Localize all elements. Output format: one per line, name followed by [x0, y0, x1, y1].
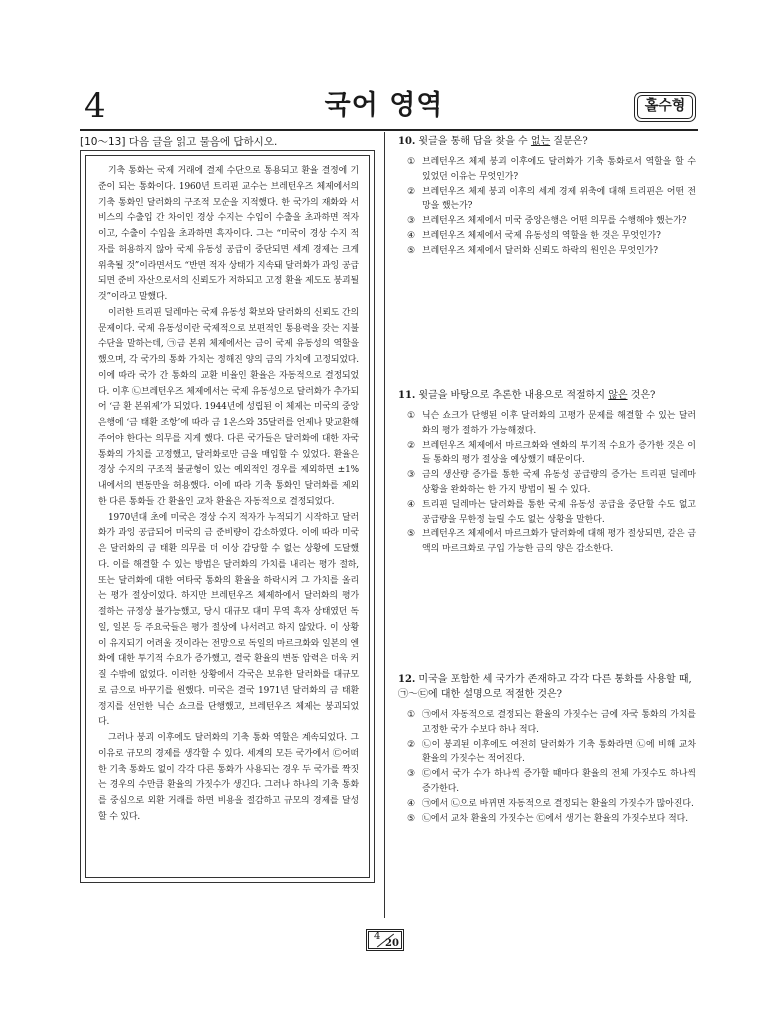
- option-text: 브레턴우즈 체제에서 마르크화와 엔화의 투기적 수요가 증가한 것은 이들 통화의 평가 절상을 예상했기 때문이다.: [422, 440, 696, 466]
- passage-box: [80, 150, 375, 883]
- question-number: 10.: [398, 136, 416, 147]
- option-text: 브레턴우즈 체제 붕괴 이후의 세계 경제 위축에 대해 트리핀은 어떤 전망을 했는가?: [422, 186, 696, 212]
- option-text: ㉠에서 ㉡으로 바뀌면 자동적으로 결정되는 환율의 가짓수가 많아진다.: [422, 798, 694, 809]
- option-5[interactable]: [398, 527, 696, 557]
- question-11: [398, 388, 696, 557]
- option-1[interactable]: [398, 708, 696, 738]
- option-mark: ③: [407, 470, 415, 481]
- option-text: 브레턴우즈 체제에서 국제 유동성의 역할을 한 것은 무엇인가?: [422, 230, 661, 241]
- option-text: 브레턴우즈 체제에서 마르크화가 달러화에 대해 평가 절상되면, 같은 금액의 마르크화로 구입 가능한 금의 양은 감소한다.: [422, 529, 697, 555]
- option-3[interactable]: [398, 468, 696, 498]
- option-mark: ①: [407, 710, 415, 720]
- stem-text: 윗글을 바탕으로 추론한 내용으로 적절하지: [418, 390, 609, 401]
- stem-text: 미국을 포함한 세 국가가 존재하고 각각 다른 통화를 사용할 때, ㉠～㉢에 대한 설명으로 적절한 것은?: [398, 674, 692, 700]
- question-number: 12.: [398, 674, 416, 685]
- option-mark: ③: [407, 769, 415, 780]
- option-mark: ④: [407, 499, 415, 510]
- option-5[interactable]: [398, 244, 696, 259]
- exam-type-badge: 홀수형: [634, 92, 696, 122]
- option-mark: ⑤: [407, 813, 415, 824]
- passage-paragraph-2: 이러한 트리핀 딜레마는 국제 유동성 확보와 달러화의 신뢰도 간의 문제이다. 국제 유동성이란 국제적으로 보편적인 통용력을 갖는 지불 수단을 말하는데, ㉠금 본위 체제에서는 금이 국제 유동성의 역할을 했으며, 각 국가의 통화 가치는 정해진 양의 금의 가치에 고정되었다. 이에 따라 국가 간 통화의 교환 비율인 환율은 자동적으로 결정되었다. 이후 ㉡브레턴우즈 체제에서는 국제 유동성으로 달러화가 추가되어 ‘금 환 본위제’가 되었다. 1944년에 성립된 이 체제는 미국의 중앙은행에 ‘금 태환 조항’에 따라 금 1온스와 35달러를 언제나 맞교환해 주어야 한다는 의무를 지게 했다. 다른 국가들은 달러화에 대한 자국 통화의 가치를 고정했고, 달러화로만 금을 매입할 수 있었다. 환율은 경상 수지의 구조적 불균형이 있는 예외적인 경우를 제외하면 ±1% 내에서의 변동만을 허용했다. 이에 따라 기축 통화인 달러화를 제외한 다른 통화들 간 환율인 교차 환율은 자동적으로 결정되었다.: [98, 307, 359, 507]
- option-2[interactable]: [398, 439, 696, 469]
- option-mark: ②: [407, 739, 415, 750]
- option-text: ㉢에서 국가 수가 하나씩 증가할 때마다 환율의 전체 가짓수도 하나씩 증가한다.: [422, 769, 696, 794]
- question-12: [398, 672, 696, 826]
- option-2[interactable]: [398, 185, 696, 215]
- passage-body: [85, 155, 370, 878]
- option-mark: ①: [407, 157, 415, 167]
- option-text: ㉠에서 자동적으로 결정되는 환율의 가짓수는 금에 자국 통화의 가치를 고정한 국가 수보다 하나 적다.: [422, 710, 696, 735]
- option-mark: ③: [407, 216, 415, 227]
- option-mark: ⑤: [407, 245, 415, 256]
- option-text: 브레턴우즈 체제 붕괴 이후에도 달러화가 기축 통화로서 역할을 할 수 있었던 이유는 무엇인가?: [422, 157, 696, 182]
- option-mark: ②: [407, 440, 415, 451]
- option-4[interactable]: [398, 498, 696, 528]
- option-1[interactable]: [398, 409, 696, 439]
- page-number: 4: [84, 86, 106, 126]
- passage-paragraph-1: 기축 통화는 국제 거래에 결제 수단으로 통용되고 환율 결정에 기준이 되는 통화이다. 1960년 트리핀 교수는 브레턴우즈 체제에서의 기축 통화인 달러화의 구조적 모순을 지적했다. 한 국가의 재화와 서비스의 수출입 간 차이인 경상 수지는 수입이 수출을 초과하면 적자이고, 수출이 수입을 초과하면 흑자이다. 그는 “미국이 경상 수지 적자를 허용하지 않아 국제 유동성 공급이 중단되면 세계 경제는 크게 위축될 것”이라면서도 “반면 적자 상태가 지속돼 달러화가 과잉 공급되면 준비 자산으로서의 신뢰도가 저하되고 고정 환율 제도도 붕괴될 것”이라고 말했다.: [98, 166, 359, 302]
- option-mark: ④: [407, 798, 415, 809]
- option-4[interactable]: [398, 797, 696, 812]
- column-divider: [384, 132, 385, 918]
- total-pages-number: 20: [385, 938, 399, 949]
- option-text: 닉슨 쇼크가 단행된 이후 달러화의 고평가 문제를 해결할 수 있는 달러화의 평가 절하가 가능해졌다.: [422, 411, 696, 436]
- stem-text-end: 것은?: [627, 390, 656, 401]
- instruction-text: [10～13] 다음 글을 읽고 물음에 답하시오.: [80, 136, 278, 148]
- stem-text: 윗글을 통해 답을 찾을 수: [418, 136, 531, 147]
- option-1[interactable]: [398, 155, 696, 185]
- stem-emphasis: 없는: [530, 136, 551, 147]
- passage-paragraph-3: 1970년대 초에 미국은 경상 수지 적자가 누적되기 시작하고 달러화가 과잉 공급되어 미국의 금 준비량이 감소하였다. 이에 따라 미국은 달러화의 금 태환 의무를 더 이상 감당할 수 없는 상황에 도달했다. 이를 해결할 수 있는 방법은 달러화의 가치를 내리는 평가 절하, 또는 달러화에 대한 여타국 통화의 환율을 하락시켜 그 가치를 올리는 평가 절상이었다. 하지만 브레턴우즈 체제하에서 달러화의 평가 절하는 규정상 불가능했고, 당시 대규모 대미 무역 흑자 상태였던 독일, 일본 등 주요국들은 평가 절상에 나서려고 하지 않았다. 이 상황이 유지되기 어려울 것이라는 전망으로 독일의 마르크화와 일본의 엔화에 대한 투기적 수요가 증가했고, 결국 환율의 변동 압력은 더욱 커질 수밖에 없었다. 이러한 상황에서 각국은 보유한 달러화를 대규모로 금으로 바꾸기를 원했다. 미국은 결국 1971년 달러화의 금 태환 정지를 선언한 닉슨 쇼크를 단행했고, 브레턴우즈 체제는 붕괴되었다.: [98, 512, 359, 728]
- option-4[interactable]: [398, 229, 696, 244]
- page-indicator: [366, 929, 404, 951]
- option-mark: ⑤: [407, 529, 415, 540]
- option-3[interactable]: [398, 767, 696, 797]
- option-text: 금의 생산량 증가를 통한 국제 유동성 공급량의 증가는 트리핀 딜레마 상황을 완화하는 한 가지 방법이 될 수 있다.: [422, 470, 696, 495]
- question-stem: [398, 388, 696, 403]
- option-mark: ④: [407, 230, 415, 241]
- passage-paragraph-4: 그러나 붕괴 이후에도 달러화의 기축 통화 역할은 계속되었다. 그 이유로 규모의 경제를 생각할 수 있다. 세계의 모든 국가에서 ㉢어떠한 기축 통화도 없이 각각 다른 통화가 사용되는 경우 두 국가를 짝짓는 경우의 수만큼 환율의 가짓수가 생긴다. 그러나 하나의 기축 통화를 중심으로 외환 거래를 하면 비용을 절감하고 규모의 경제를 달성할 수 있다.: [98, 733, 359, 822]
- option-text: 브레턴우즈 체제에서 미국 중앙은행은 어떤 의무를 수행해야 했는가?: [422, 216, 687, 227]
- current-page-number: 4: [374, 931, 381, 942]
- header-rule: [80, 129, 698, 131]
- option-mark: ①: [407, 411, 415, 421]
- page-title: 국어 영역: [324, 90, 444, 121]
- stem-emphasis: 않은: [608, 390, 628, 401]
- option-text: 트리핀 딜레마는 달러화를 통한 국제 유동성 공급을 중단할 수도 없고 공급량을 무한정 늘릴 수도 없는 상황을 말한다.: [422, 499, 696, 525]
- option-text: ㉡이 붕괴된 이후에도 여전히 달러화가 기축 통화라면 ㉡에 비해 교차 환율의 가짓수는 적어진다.: [422, 739, 696, 765]
- option-2[interactable]: [398, 738, 696, 768]
- question-stem: [398, 672, 696, 702]
- stem-text-end: 질문은?: [550, 136, 588, 147]
- question-stem: [398, 134, 696, 149]
- option-mark: ②: [407, 186, 415, 197]
- option-text: 브레턴우즈 체제에서 달러화 신뢰도 하락의 원인은 무엇인가?: [422, 245, 659, 256]
- question-number: 11.: [398, 390, 416, 401]
- option-5[interactable]: [398, 812, 696, 827]
- question-10: [398, 134, 696, 259]
- option-3[interactable]: [398, 214, 696, 229]
- option-text: ㉡에서 교차 환율의 가짓수는 ㉢에서 생기는 환율의 가짓수보다 적다.: [422, 813, 689, 824]
